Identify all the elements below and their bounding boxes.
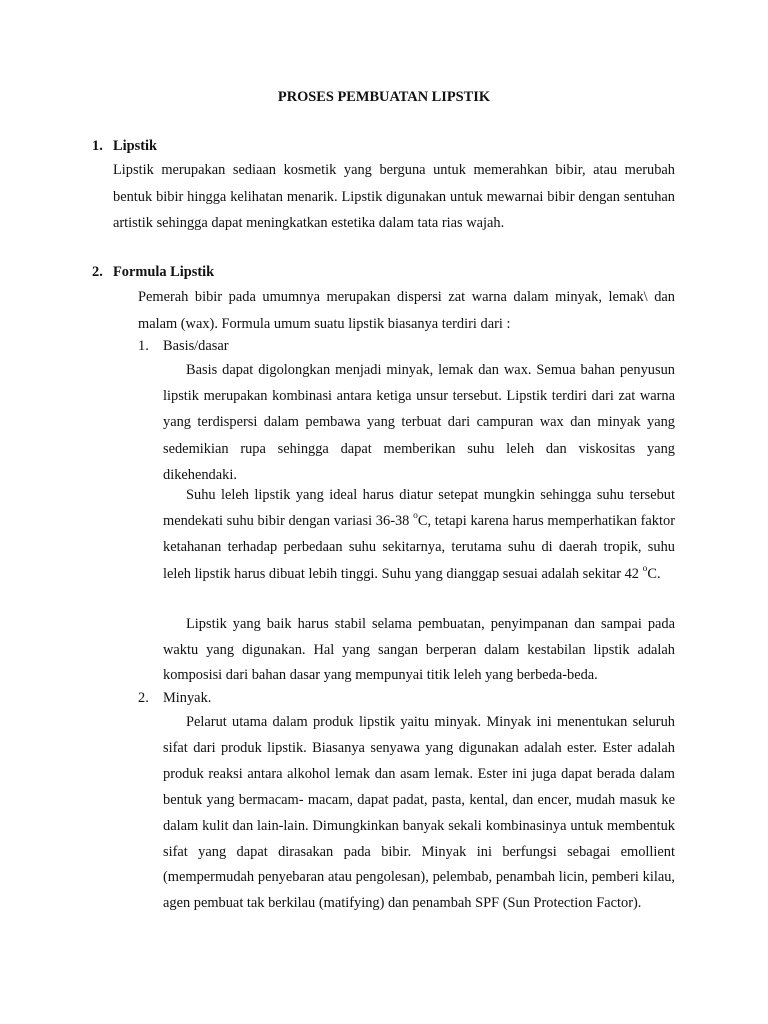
section-heading-lipstik xyxy=(92,138,157,155)
subsection-heading-minyak xyxy=(138,690,211,707)
basis-paragraph-1: Basis dapat digolongkan menjadi minyak, lemak dan wax. Semua bahan penyusun lipstik merupakan kombinasi antara ketiga unsur tersebut. Lipstik terdiri dari zat warna yang terdispersi dalam pembawa yang terbuat dari campuran wax dan minyak yang sedemikian rupa sehingga dapat memberikan suhu leleh dan viskositas yang dikehendaki. xyxy=(163,362,675,483)
subsection-heading-text: Minyak. xyxy=(163,690,212,706)
basis-paragraph-3: Lipstik yang baik harus stabil selama pembuatan, penyimpanan dan sampai pada waktu yang digunakan. Hal yang sangan berperan dalam kestabilan lipstik adalah komposisi dari bahan dasar yang mempunyai titik leleh yang berbeda-beda. xyxy=(163,616,675,683)
subsection-number: 2. xyxy=(138,690,149,706)
basis-p2-text-a: Suhu leleh lipstik yang ideal harus diatur setepat mungkin sehingga suhu tersebut mendekati suhu bibir dengan variasi 36-38 xyxy=(163,487,675,530)
formula-intro-paragraph: Pemerah bibir pada umumnya merupakan dispersi zat warna dalam minyak, lemak\ dan malam (wax). Formula umum suatu lipstik biasanya terdiri dari : xyxy=(138,289,675,332)
document-title: PROSES PEMBUATAN LIPSTIK xyxy=(277,89,491,105)
basis-paragraph-2 xyxy=(163,482,675,587)
subsection-heading-text: Basis/dasar xyxy=(163,338,229,354)
lipstik-definition-paragraph: Lipstik merupakan sediaan kosmetik yang berguna untuk memerahkan bibir, atau merubah bentuk bibir hingga kelihatan menarik. Lipstik digunakan untuk mewarnai bibir dengan sentuhan artistik sehingga dapat meningkatkan estetika dalam tata rias wajah. xyxy=(113,162,675,231)
basis-p2-text-c: C. xyxy=(647,565,661,582)
minyak-paragraph-1: Pelarut utama dalam produk lipstik yaitu minyak. Minyak ini menentukan seluruh sifat dari produk lipstik. Biasanya senyawa yang digunakan adalah ester. Ester adalah produk reaksi antara alkohol lemak dan asam lemak. Ester ini juga dapat berada dalam bentuk yang bermacam- macam, dapat padat, pasta, kental, dan encer, mudah masuk ke dalam kulit dan lain-lain. Dimungkinkan banyak sekali kombinasinya untuk membentuk sifat yang dapat dirasakan pada bibir. Minyak ini berfungsi sebagai emollient (mempermudah penyebaran atau pengolesan), pelembab, penambah licin, pemberi kilau, agen pembuat tak berkilau (matifying) dan penambah SPF (Sun Protection Factor). xyxy=(163,714,675,912)
degree-superscript: o xyxy=(642,563,648,574)
section-heading-text: Lipstik xyxy=(113,138,157,154)
subsection-heading-basis xyxy=(138,338,229,355)
section-number: 1. xyxy=(92,138,103,154)
section-number: 2. xyxy=(92,264,103,280)
subsection-number: 1. xyxy=(138,338,149,354)
basis-p2-text-b: C, tetapi karena harus memperhatikan faktor ketahanan terhadap perbedaan suhu sekitarnya, terutama suhu di daerah tropik, suhu leleh lipstik harus dibuat lebih tinggi. Suhu yang dianggap sesuai adalah sekitar 42 xyxy=(163,513,675,582)
section-heading-formula-lipstik xyxy=(92,264,214,281)
degree-superscript: o xyxy=(413,511,418,522)
section-heading-text: Formula Lipstik xyxy=(113,264,215,280)
